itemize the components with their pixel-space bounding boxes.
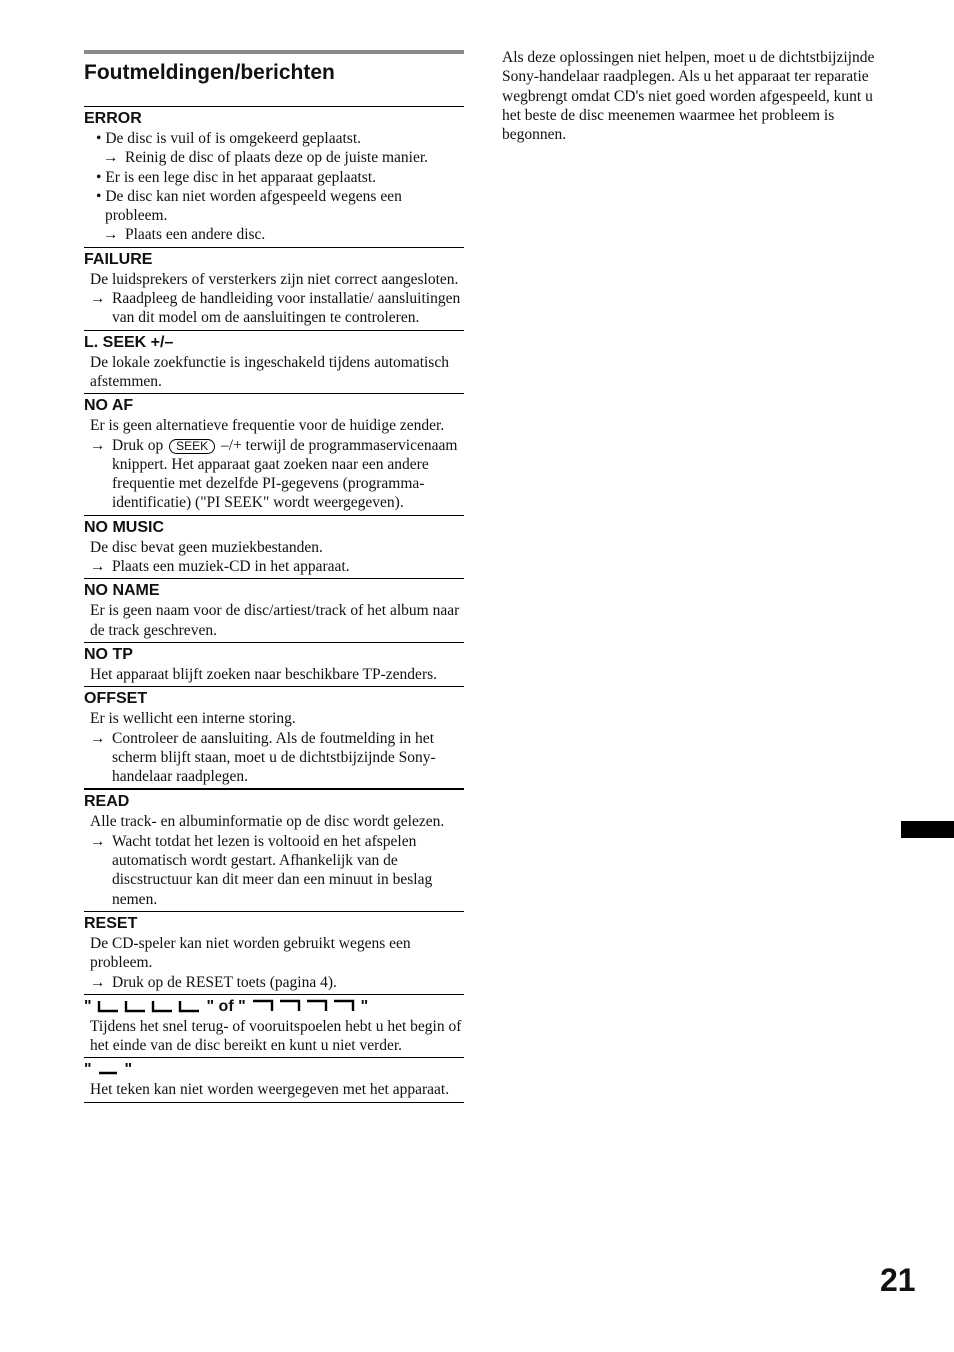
entry-term: NO MUSIC <box>84 518 164 536</box>
quote-mark: " <box>360 997 369 1015</box>
entry-term <box>84 997 464 1017</box>
disc-begin-segment-icon <box>96 999 202 1013</box>
entry-action <box>84 729 464 787</box>
quote-mark: " <box>84 997 92 1015</box>
entry-action <box>84 148 464 167</box>
entry-undisplayable-char <box>84 1057 464 1102</box>
entry-offset <box>84 686 464 788</box>
top-rule <box>84 50 464 54</box>
action-text: Plaats een andere disc. <box>125 226 266 244</box>
action-text: Plaats een muziek-CD in het apparaat. <box>112 558 350 576</box>
entry-term: NO NAME <box>84 582 160 600</box>
action-text: Druk op de RESET toets (pagina 4). <box>112 973 337 991</box>
entry-action <box>84 557 464 576</box>
entry-reset <box>84 911 464 994</box>
entry-read <box>84 788 464 910</box>
underscore-segment-icon <box>96 1062 120 1076</box>
additional-advice: Als deze oplossingen niet helpen, moet u de dichtstbijzijnde Sony-handelaar raadplegen. Als u het apparaat ter reparatie wegbrengt omdat CD's niet goed worden afgespeeld, kunt u het beste de disc meenemen waarmee het probleem is begonnen. <box>502 49 875 144</box>
arrow-icon: → <box>90 558 106 576</box>
action-text: –/+ terwijl de programmaservicenaam knippert. Het apparaat gaat zoeken naar een andere frequentie met dezelfde PI-gegevens (programma-identificatie) ("PI SEEK" wordt weergegeven). <box>112 436 458 512</box>
entry-term: NO TP <box>84 645 133 663</box>
entry-description: De disc bevat geen muziekbestanden. <box>90 538 323 556</box>
entry-term: L. SEEK +/– <box>84 333 174 351</box>
entry-no-name <box>84 578 464 642</box>
entry-description: De lokale zoekfunctie is ingeschakeld tijdens automatisch afstemmen. <box>90 353 449 390</box>
quote-mark: " <box>238 997 246 1015</box>
error-messages-section <box>84 50 464 1103</box>
arrow-icon: → <box>103 226 119 244</box>
entry-error <box>84 106 464 247</box>
entry-description: Er is geen alternatieve frequentie voor de huidige zender. <box>90 417 445 435</box>
entry-bullet <box>90 168 464 187</box>
action-text: Wacht totdat het lezen is voltooid en het afspelen automatisch wordt gestart. Afhankelijk van de discstructuur kan dit meer dan een minuut in beslag nemen. <box>112 832 433 908</box>
bullet-text: De disc kan niet worden afgespeeld wegens een probleem. <box>105 187 402 225</box>
entry-description: Er is geen naam voor de disc/artiest/track of het album naar de track geschreven. <box>90 602 460 639</box>
action-text: Druk op <box>112 436 164 454</box>
entry-description: Alle track- en albuminformatie op de disc wordt gelezen. <box>90 813 445 831</box>
quote-mark: " <box>84 1061 92 1079</box>
entry-term: OFFSET <box>84 690 148 708</box>
bullet-mark: • <box>96 168 102 186</box>
bullet-mark: • <box>96 130 102 147</box>
entry-bullet <box>90 187 464 226</box>
entry-no-tp <box>84 642 464 686</box>
action-text: Controleer de aansluiting. Als de foutmelding in het scherm blijft staan, moet u de dichtstbijzijnde Sony-handelaar raadplegen. <box>112 729 436 786</box>
disc-end-segment-icon <box>250 999 356 1013</box>
entry-failure <box>84 247 464 330</box>
entry-disc-end-symbols <box>84 994 464 1058</box>
action-text: Reinig de disc of plaats deze op de juiste manier. <box>125 149 429 167</box>
arrow-icon: → <box>103 149 119 167</box>
quote-mark: " <box>124 1061 133 1079</box>
bullet-mark: • <box>96 187 102 205</box>
entry-term: READ <box>84 793 130 811</box>
seek-button-label: SEEK <box>169 439 215 454</box>
entry-description: Het teken kan niet worden weergegeven met het apparaat. <box>90 1081 450 1099</box>
section-tab-marker <box>901 821 954 838</box>
page-number: 21 <box>880 1262 916 1298</box>
arrow-icon: → <box>90 832 106 850</box>
entry-no-music <box>84 515 464 579</box>
entry-local-seek <box>84 330 464 394</box>
arrow-icon: → <box>90 729 106 747</box>
entry-action <box>84 832 464 909</box>
arrow-icon: → <box>90 436 106 454</box>
action-text: Raadpleeg de handleiding voor installatie/ aansluitingen van dit model om de aansluitingen te controleren. <box>112 290 461 327</box>
entry-term: FAILURE <box>84 250 153 268</box>
entry-term: ERROR <box>84 110 142 127</box>
entry-description: Het apparaat blijft zoeken naar beschikbare TP-zenders. <box>90 665 438 683</box>
entry-action <box>84 289 464 328</box>
entry-bullet <box>90 129 464 148</box>
entry-description: Er is wellicht een interne storing. <box>90 710 296 728</box>
entry-term: NO AF <box>84 397 134 415</box>
entry-action <box>84 436 464 513</box>
entry-term <box>84 1060 464 1080</box>
entry-action <box>84 225 464 244</box>
section-heading: Foutmeldingen/berichten <box>84 61 335 84</box>
entry-action <box>84 973 464 992</box>
entry-term: RESET <box>84 914 138 932</box>
or-word: of <box>218 997 234 1015</box>
bullet-text: De disc is vuil of is omgekeerd geplaatst. <box>105 130 362 147</box>
entry-description: De luidsprekers of versterkers zijn niet correct aangesloten. <box>90 270 459 288</box>
arrow-icon: → <box>90 973 106 991</box>
quote-mark: " <box>206 997 215 1015</box>
entry-description: Tijdens het snel terug- of vooruitspoelen hebt u het begin of het einde van de disc bereikt en kunt u niet verder. <box>90 1017 462 1055</box>
entry-no-af <box>84 393 464 514</box>
arrow-icon: → <box>90 290 106 308</box>
bullet-text: Er is een lege disc in het apparaat geplaatst. <box>105 168 377 186</box>
entry-description: De CD-speler kan niet worden gebruikt wegens een probleem. <box>90 934 411 972</box>
